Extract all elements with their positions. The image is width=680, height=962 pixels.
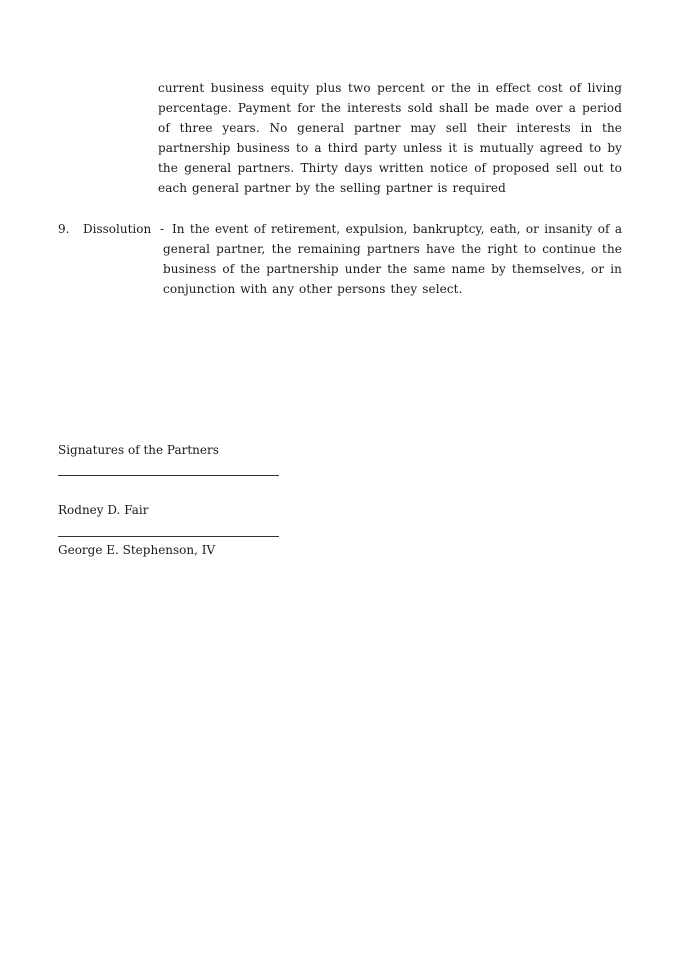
partner-name-1: Rodney D. Fair — [58, 503, 149, 517]
section-number: 9. — [58, 222, 70, 236]
section-separator: - — [160, 222, 165, 236]
signature-line-1 — [58, 475, 279, 476]
section-9-body: general partner, the remaining partners have the right to continue the business of the partnership under the same name by themselves, or in conjunction with any other persons they select. — [163, 242, 622, 296]
signatures-heading: Signatures of the Partners — [58, 443, 219, 457]
section-9-first-line: In the event of retirement, expulsion, bankruptcy, eath, or insanity of a — [172, 222, 622, 236]
partner-name-2: George E. Stephenson, IV — [58, 543, 216, 557]
signature-line-2 — [58, 536, 279, 537]
section-title: Dissolution — [83, 222, 152, 236]
section-9-heading — [58, 219, 164, 239]
continuation-paragraph: current business equity plus two percent or the in effect cost of living percentage. Payment for the interests sold shall be made over a period of three years. No general partner may sell their interests in the partnership business to a third party unless it is mutually agreed to by the general partners. Thirty days written notice of proposed sell out to each general partner by the selling partner is required — [158, 81, 622, 195]
